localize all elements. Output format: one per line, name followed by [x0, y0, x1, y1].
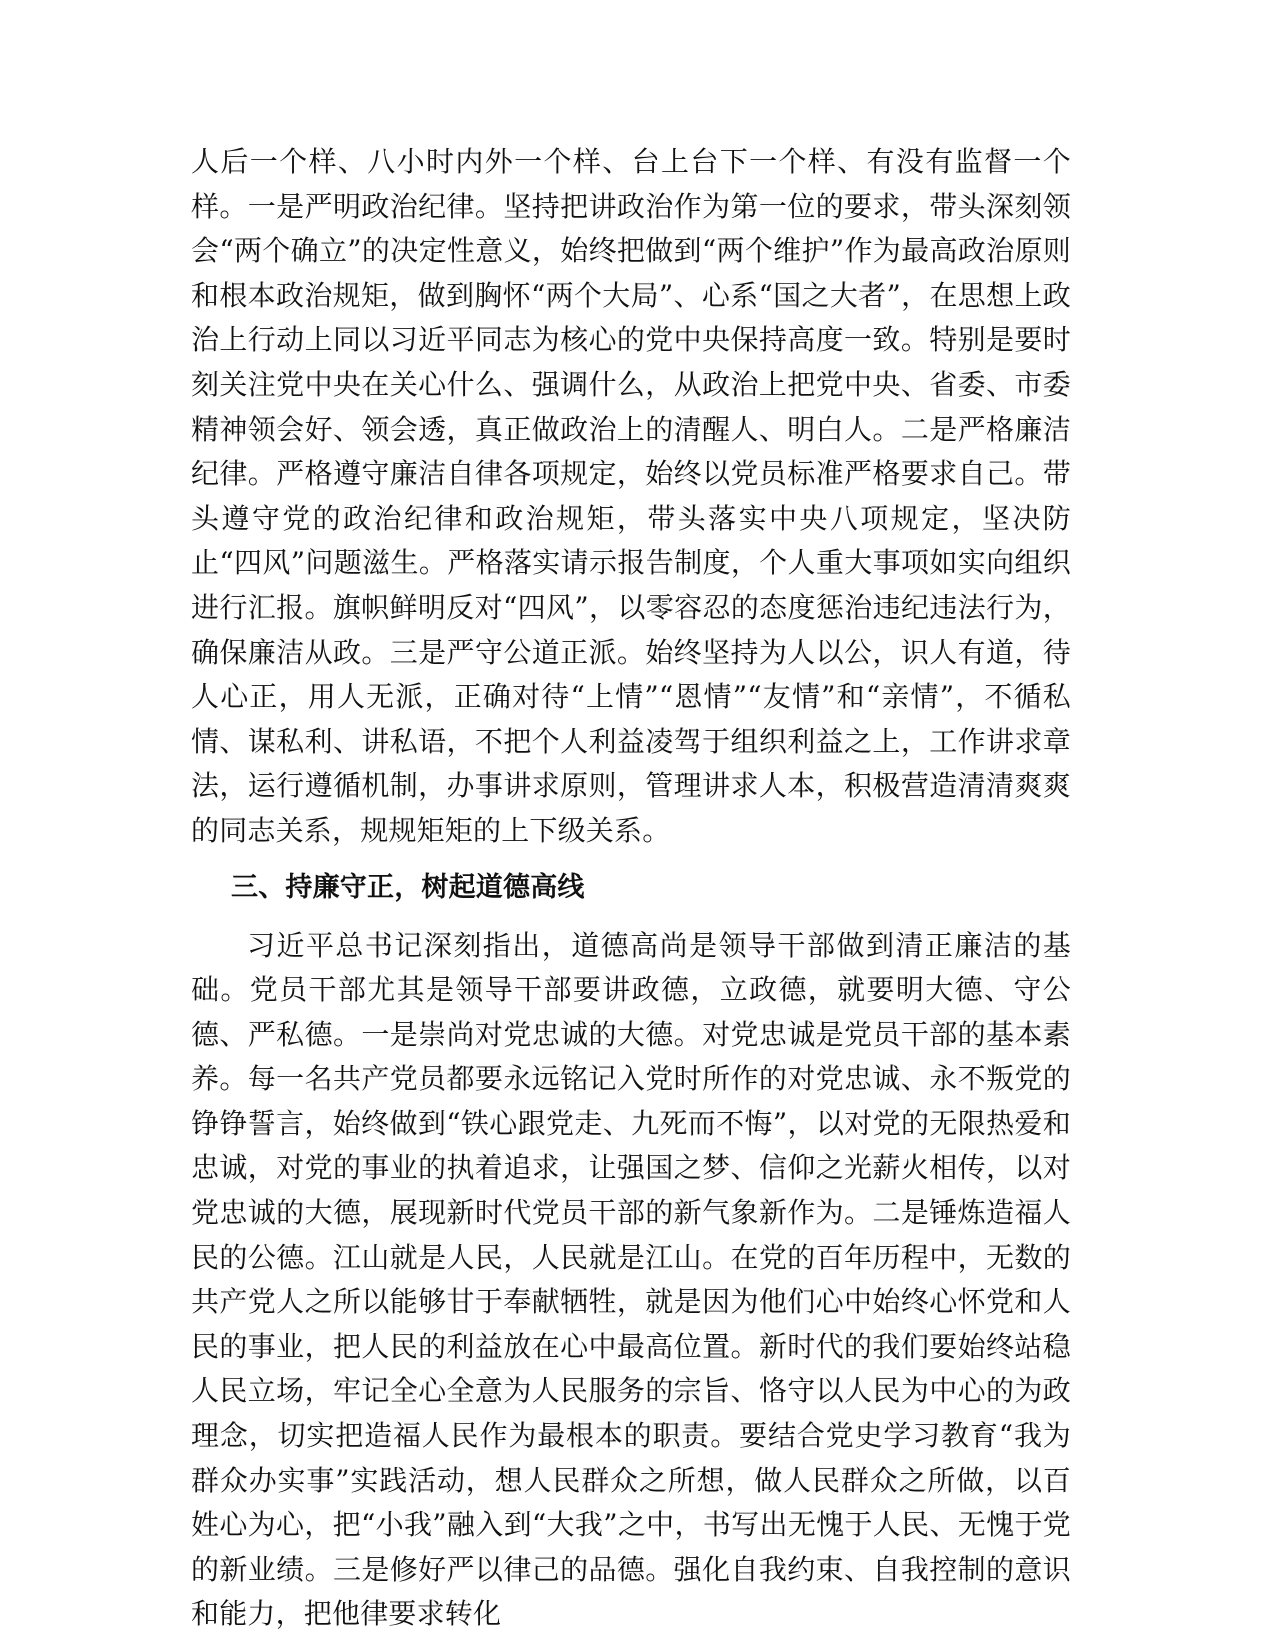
body-paragraph-continued: 人后一个样、八小时内外一个样、台上台下一个样、有没有监督一个样。一是严明政治纪律。坚持把讲政治作为第一位的要求，带头深刻领会“两个确立”的决定性意义，始终把做到“两个维护”作为最高政治原则和根本政治规矩，做到胸怀“两个大局”、心系“国之大者”，在思想上政治上行动上同以习近平同志为核心的党中央保持高度一致。特别是要时刻关注党中央在关心什么、强调什么，从政治上把党中央、省委、市委精神领会好、领会透，真正做政治上的清醒人、明白人。二是严格廉洁纪律。严格遵守廉洁自律各项规定，始终以党员标准严格要求自己。带头遵守党的政治纪律和政治规矩，带头落实中央八项规定，坚决防止“四风”问题滋生。严格落实请示报告制度，个人重大事项如实向组织进行汇报。旗帜鲜明反对“四风”，以零容忍的态度惩治违纪违法行为，确保廉洁从政。三是严守公道正派。始终坚持为人以公，识人有道，待人心正，用人无派，正确对待“上情”“恩情”“友情”和“亲情”，不循私情、谋私利、讲私语，不把个人利益凌驾于组织利益之上，工作讲求章法，运行遵循机制，办事讲求原则，管理讲求人本，积极营造清清爽爽的同志关系，规规矩矩的上下级关系。 [191, 145, 1071, 847]
body-paragraph: 习近平总书记深刻指出，道德高尚是领导干部做到清正廉洁的基础。党员干部尤其是领导干部要讲政德，立政德，就要明大德、守公德、严私德。一是崇尚对党忠诚的大德。对党忠诚是党员干部的基本素养。每一名共产党员都要永远铭记入党时所作的对党忠诚、永不叛党的铮铮誓言，始终做到“铁心跟党走、九死而不悔”，以对党的无限热爱和忠诚，对党的事业的执着追求，让强国之梦、信仰之光薪火相传，以对党忠诚的大德，展现新时代党员干部的新气象新作为。二是锤炼造福人民的公德。江山就是人民，人民就是江山。在党的百年历程中，无数的共产党人之所以能够甘于奉献牺牲，就是因为他们心中始终心怀党和人民的事业，把人民的利益放在心中最高位置。新时代的我们要始终站稳人民立场，牢记全心全意为人民服务的宗旨、恪守以人民为中心的为政理念，切实把造福人民作为最根本的职责。要结合党史学习教育“我为群众办实事”实践活动，想人民群众之所想，做人民群众之所做，以百姓心为心，把“小我”融入到“大我”之中，书写出无愧于人民、无愧于党的新业绩。三是修好严以律己的品德。强化自我约束、自我控制的意识和能力，把他律要求转化 [191, 928, 1071, 1631]
section-heading: 三、持廉守正，树起道德高线 [231, 871, 585, 903]
document-body [191, 140, 1071, 1637]
